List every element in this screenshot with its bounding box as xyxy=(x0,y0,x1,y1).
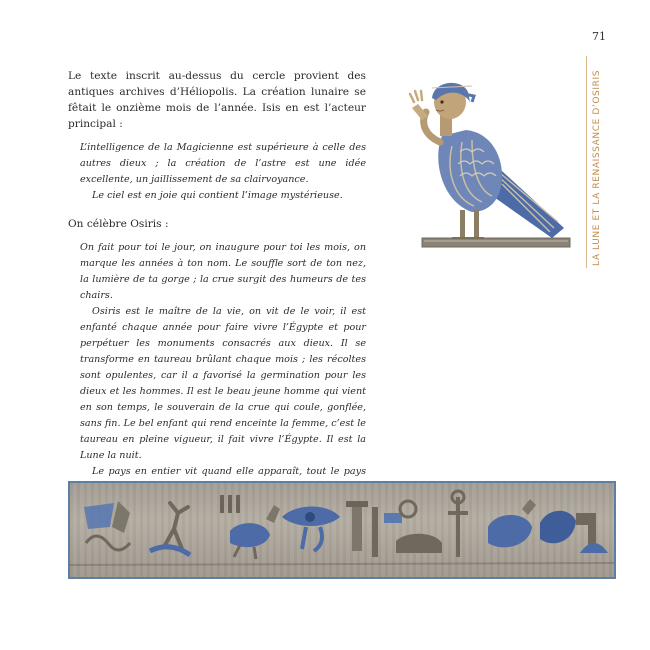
isis-quote-paragraph-2: Le ciel est en joie qui contient l’image mystérieuse. xyxy=(92,190,343,201)
page-number: 71 xyxy=(592,30,606,43)
osiris-heading: On célèbre Osiris : xyxy=(68,218,169,230)
intro-paragraph: Le texte inscrit au-dessus du cercle provient des antiques archives d’Héliopolis. La création lunaire se fêtait le onzième mois de l’année. Isis en est l’acteur principal : xyxy=(68,70,366,130)
body-text xyxy=(68,68,366,496)
osiris-quote-paragraph-1: On fait pour toi le jour, on inaugure pour toi les mois, on marque les années à ton nom. Le souffle sort de ton nez, la lumière de ta gorge ; la crue surgit des humeurs de tes chairs. xyxy=(80,242,366,301)
isis-quote-paragraph-1: L’intelligence de la Magicienne est supérieure à celle des autres dieux ; la création de l’astre est une idée excellente, un jaillissement de sa clairvoyance. xyxy=(80,142,366,185)
ba-bird-figurine-icon xyxy=(402,72,572,254)
header-rule xyxy=(586,56,587,268)
hieroglyph-relief-frieze xyxy=(68,481,616,579)
running-header: LA LUNE ET LA RENAISSANCE D’OSIRIS xyxy=(592,69,602,266)
osiris-quote-paragraph-3: Le pays en entier vit quand elle apparaît, tout le pays xyxy=(92,466,366,477)
osiris-quote-paragraph-2: Osiris est le maître de la vie, on vit de le voir, il est enfanté chaque année pour faire vivre l’Égypte et pour perpétuer les monuments consacrés aux dieux. Il se transforme en taureau brûlant chaque mois ; les récoltes sont opulentes, car il a favorisé la germination pour les dieux et les hommes. Il est le beau jeune homme qui vient en son temps, le souverain de la crue qui coule, gonflée, sans fin. Le bel enfant qui rend enceinte la femme, c’est le taureau en pleine vigueur, il fait vivre l’Égypte. Il est la Lune la nuit. xyxy=(80,306,366,461)
